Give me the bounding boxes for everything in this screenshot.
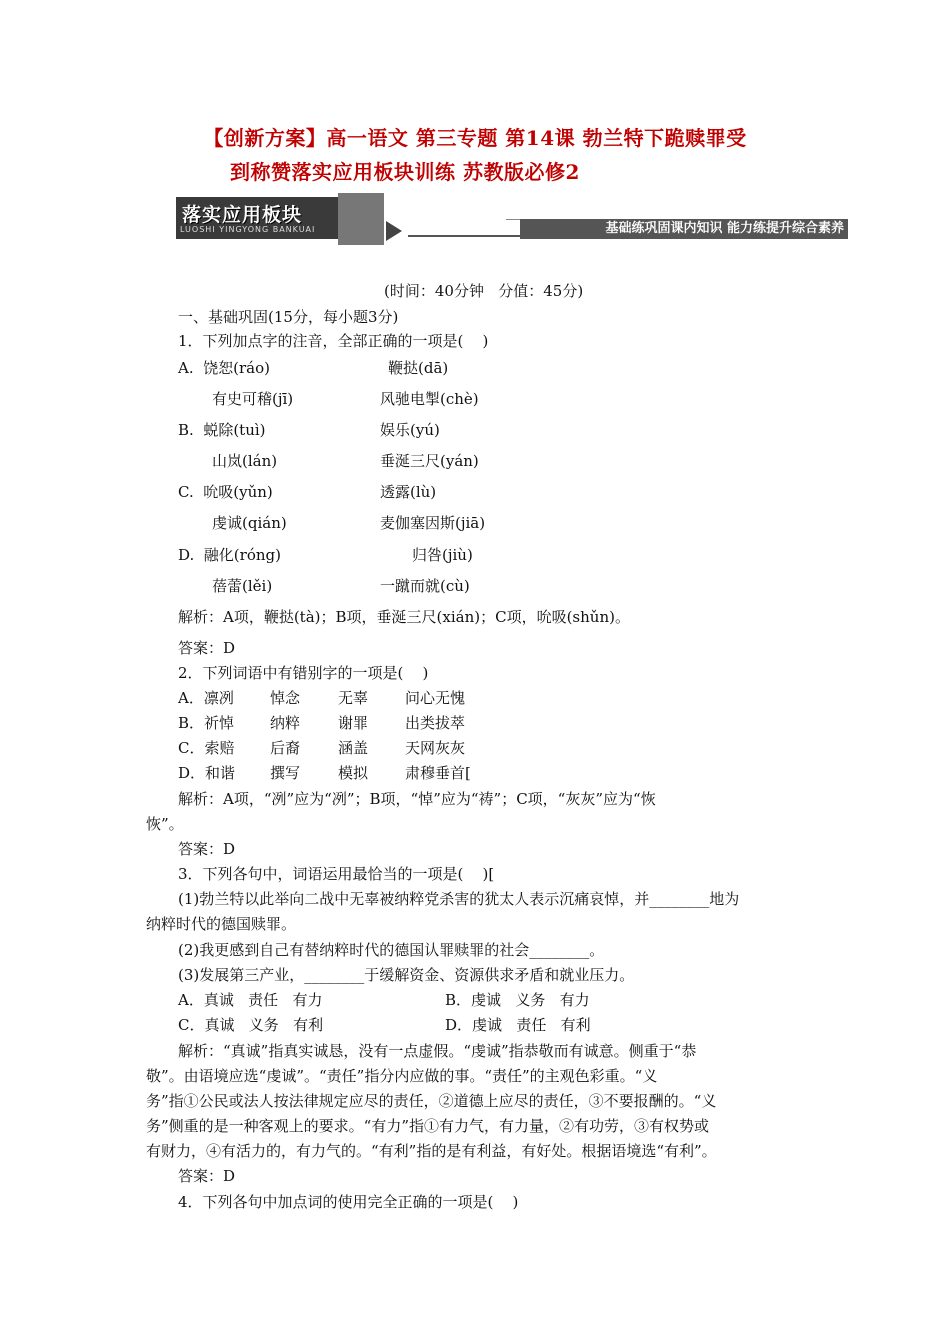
document-title-line-1: 【创新方案】高一语文 第三专题 第14课 勃兰特下跪赎罪受 bbox=[203, 126, 747, 150]
option-word: D．和谐 bbox=[178, 764, 236, 782]
option-word: 模拟 bbox=[338, 764, 369, 782]
analysis-text: 解析：A项，鞭挞(tà)；B项，垂涎三尺(xián)；C项，吮吸(shǔn)。 bbox=[178, 608, 630, 626]
option-word: 无辜 bbox=[338, 689, 369, 707]
option-item: 垂涎三尺(yán) bbox=[380, 452, 479, 470]
option-word: B．祈悼 bbox=[178, 714, 235, 732]
answer-text: 答案：D bbox=[178, 1167, 236, 1185]
option-item: B. 蜕除(tuì) bbox=[178, 421, 266, 439]
section-banner bbox=[176, 193, 848, 245]
option-item: 鞭挞(dā) bbox=[388, 359, 449, 377]
answer-text: 答案：D bbox=[178, 639, 236, 657]
option-word: 出类拔萃 bbox=[405, 714, 466, 732]
section-heading: 一、基础巩固(15分，每小题3分) bbox=[178, 308, 399, 326]
time-score-line: (时间：40分钟 分值：45分) bbox=[384, 282, 584, 300]
banner-tagline: 基础练巩固课内知识 能力练提升综合素养 bbox=[605, 221, 844, 236]
option-word: C．索赔 bbox=[178, 739, 235, 757]
option-item: 蓓蕾(lěi) bbox=[212, 577, 273, 595]
question-sentence: (2)我更感到自己有替纳粹时代的德国认罪赎罪的社会________。 bbox=[178, 941, 605, 959]
option-item: C. 吮吸(yǔn) bbox=[178, 483, 273, 501]
option-word: 悼念 bbox=[270, 689, 301, 707]
analysis-text: 解析：“真诚”指真实诚恳，没有一点虚假。“虔诚”指恭敬而有诚意。侧重于“恭 bbox=[178, 1042, 697, 1060]
option-item: 透露(lù) bbox=[380, 483, 437, 501]
banner-photo bbox=[338, 193, 384, 245]
option-item: 山岚(lán) bbox=[212, 452, 278, 470]
analysis-text: 敬”。由语境应选“虔诚”。“责任”指分内应做的事。“责任”的主观色彩重。“义 bbox=[146, 1067, 658, 1085]
option-word: 撰写 bbox=[270, 764, 301, 782]
option-word: 天网灰灰 bbox=[405, 739, 466, 757]
option-word: 问心无愧 bbox=[405, 689, 466, 707]
banner-main-label: 落实应用板块 bbox=[182, 204, 303, 226]
question-sentence: 纳粹时代的德国赎罪。 bbox=[146, 915, 297, 933]
option-item: D．虔诚 责任 有利 bbox=[445, 1016, 591, 1034]
option-item: C．真诚 义务 有利 bbox=[178, 1016, 324, 1034]
question-sentence: (3)发展第三产业，________于缓解资金、资源供求矛盾和就业压力。 bbox=[178, 966, 635, 984]
option-item: 归咎(jiù) bbox=[412, 546, 473, 564]
analysis-text: 有财力，④有活力的，有力气的。“有利”指的是有利益，有好处。根据语境选“有利”。 bbox=[146, 1142, 717, 1160]
option-word: 纳粹 bbox=[270, 714, 301, 732]
question-stem: 1．下列加点字的注音，全部正确的一项是( ) bbox=[178, 332, 489, 350]
question-stem: 3．下列各句中，词语运用最恰当的一项是( )[ bbox=[178, 865, 495, 883]
option-item: 虔诚(qián) bbox=[212, 514, 287, 532]
option-item: A. 饶恕(ráo) bbox=[178, 359, 270, 377]
option-item: 麦伽塞因斯(jiā) bbox=[380, 514, 486, 532]
question-stem: 2．下列词语中有错别字的一项是( ) bbox=[178, 664, 429, 682]
analysis-text: 务”指①公民或法人按法律规定应尽的责任，②道德上应尽的责任，③不要报酬的。“义 bbox=[146, 1092, 717, 1110]
question-sentence: (1)勃兰特以此举向二战中无辜被纳粹党杀害的犹太人表示沉痛哀悼，并________地为 bbox=[178, 890, 740, 908]
play-arrow-icon bbox=[386, 221, 402, 241]
option-item: 一蹴而就(cù) bbox=[380, 577, 470, 595]
option-item: 风驰电掣(chè) bbox=[380, 390, 479, 408]
analysis-text: 解析：A项，“冽”应为“冽”；B项，“悼”应为“祷”；C项，“灰灰”应为“恢 bbox=[178, 790, 656, 808]
analysis-text: 务”侧重的是一种客观上的要求。“有力”指①有力气，有力量，②有功劳，③有权势或 bbox=[146, 1117, 710, 1135]
option-item: 有史可稽(jī) bbox=[212, 390, 294, 408]
banner-pinyin-label: LUOSHI YINGYONG BANKUAI bbox=[180, 225, 316, 234]
option-item: A．真诚 责任 有力 bbox=[178, 991, 323, 1009]
option-word: 后裔 bbox=[270, 739, 301, 757]
option-item: 娱乐(yú) bbox=[380, 421, 440, 439]
option-word: A．凛冽 bbox=[178, 689, 234, 707]
question-stem: 4．下列各句中加点词的使用完全正确的一项是( ) bbox=[178, 1193, 519, 1211]
analysis-text: 恢”。 bbox=[146, 815, 184, 833]
option-word: 涵盖 bbox=[338, 739, 369, 757]
option-word: 肃穆垂首[ bbox=[405, 764, 471, 782]
option-word: 谢罪 bbox=[338, 714, 369, 732]
document-title-line-2: 到称赞落实应用板块训练 苏教版必修2 bbox=[230, 160, 580, 184]
option-item: D. 融化(róng) bbox=[178, 546, 281, 564]
answer-text: 答案：D bbox=[178, 840, 236, 858]
option-item: B．虔诚 义务 有力 bbox=[445, 991, 590, 1009]
